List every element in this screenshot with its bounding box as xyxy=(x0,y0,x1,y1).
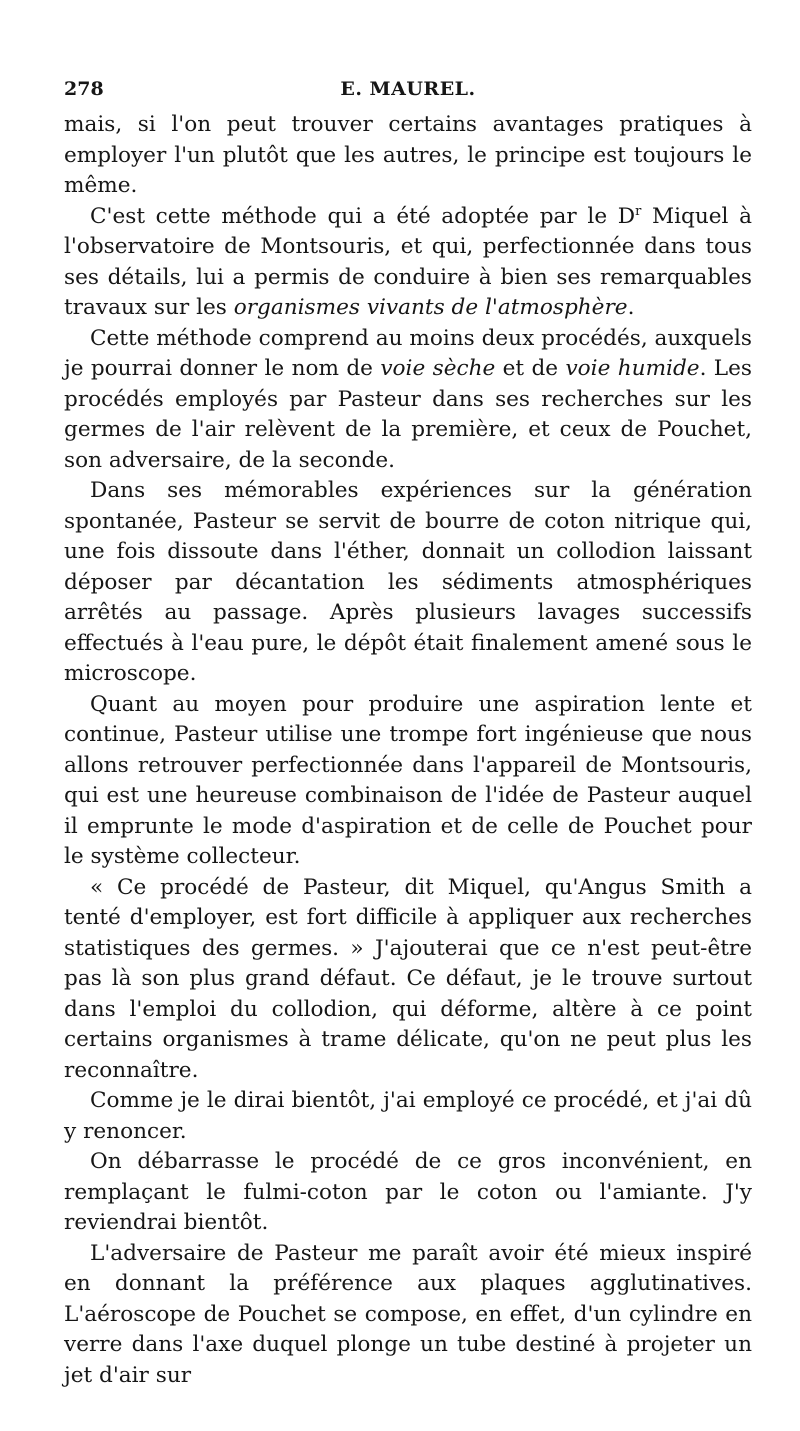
page-number: 278 xyxy=(64,78,104,100)
italic-phrase: organismes vivants de l'atmosphère xyxy=(233,295,628,320)
paragraph: Dans ses mémorables expériences sur la génération spontanée, Pasteur se servit de bourre de coton nitrique qui, une fois dissoute dans l'éther, donnait un collodion laissant déposer par décantation les sédiments atmosphériques arrêtés au passage. Après plusieurs lavages successifs effectués à l'eau pure, le dépôt était finalement amené sous le microscope. xyxy=(64,478,752,686)
paragraph: L'adversaire de Pasteur me paraît avoir été mieux inspiré en donnant la préférence aux plaques agglutinatives. L'aéroscope de Pouchet se compose, en effet, d'un cylindre en verre dans l'axe duquel plonge un tube destiné à projeter un jet d'air sur xyxy=(64,1240,752,1388)
paragraph: Quant au moyen pour produire une aspiration lente et continue, Pasteur utilise une trompe fort ingénieuse que nous allons retrouver perfectionnée dans l'appareil de Montsouris, qui est une heureuse combinaison de l'idée de Pasteur auquel il emprunte le mode d'aspiration et de celle de Pouchet pour le système collecteur. xyxy=(64,691,752,869)
body-text xyxy=(64,110,752,1391)
italic-phrase: voie sèche xyxy=(380,356,496,381)
superscript: r xyxy=(635,203,642,219)
paragraph: « Ce procédé de Pasteur, dit Miquel, qu'Angus Smith a tenté d'employer, est fort difficile à appliquer aux recherches statistiques des germes. » J'ajouterai que ce n'est peut-être pas là son plus grand défaut. Ce défaut, je le trouve surtout dans l'emploi du collodion, qui déforme, altère à ce point certains organismes à trame délicate, qu'on ne peut plus les reconnaître. xyxy=(64,874,752,1083)
text-run: Cette méthode comprend au moins deux procédés, auxquels je pourrai donner le nom de xyxy=(64,325,753,381)
paragraph: Comme je le dirai bientôt, j'ai employé ce procédé, et j'ai dû y renoncer. xyxy=(64,1088,752,1144)
paragraph xyxy=(64,202,752,324)
text-run: Miquel à l'observatoire de Montsouris, et qui, perfectionnée dans tous ses détails, lui a permis de conduire à bien ses remarquables travaux sur les xyxy=(64,203,752,320)
italic-phrase: voie humide xyxy=(565,356,700,381)
text-run: . xyxy=(627,295,635,320)
text-run: C'est cette méthode qui a été adoptée par le D xyxy=(90,203,636,229)
paragraph: On débarrasse le procédé de ce gros inconvénient, en remplaçant le fulmi-coton par le coton ou l'amiante. J'y reviendrai bientôt. xyxy=(64,1149,752,1235)
book-page xyxy=(64,74,752,1391)
text-run: . Les procédés employés par Pasteur dans ses recherches sur les germes de l'air relèvent de la première, et ceux de Pouchet, son adversaire, de la seconde. xyxy=(64,356,753,473)
paragraph: mais, si l'on peut trouver certains avantages pratiques à employer l'un plutôt que les autres, le principe est toujours le même. xyxy=(64,112,752,198)
page-header xyxy=(64,74,752,110)
running-head: E. MAUREL. xyxy=(340,78,476,100)
paragraph xyxy=(64,324,752,477)
text-run: et de xyxy=(495,356,566,381)
